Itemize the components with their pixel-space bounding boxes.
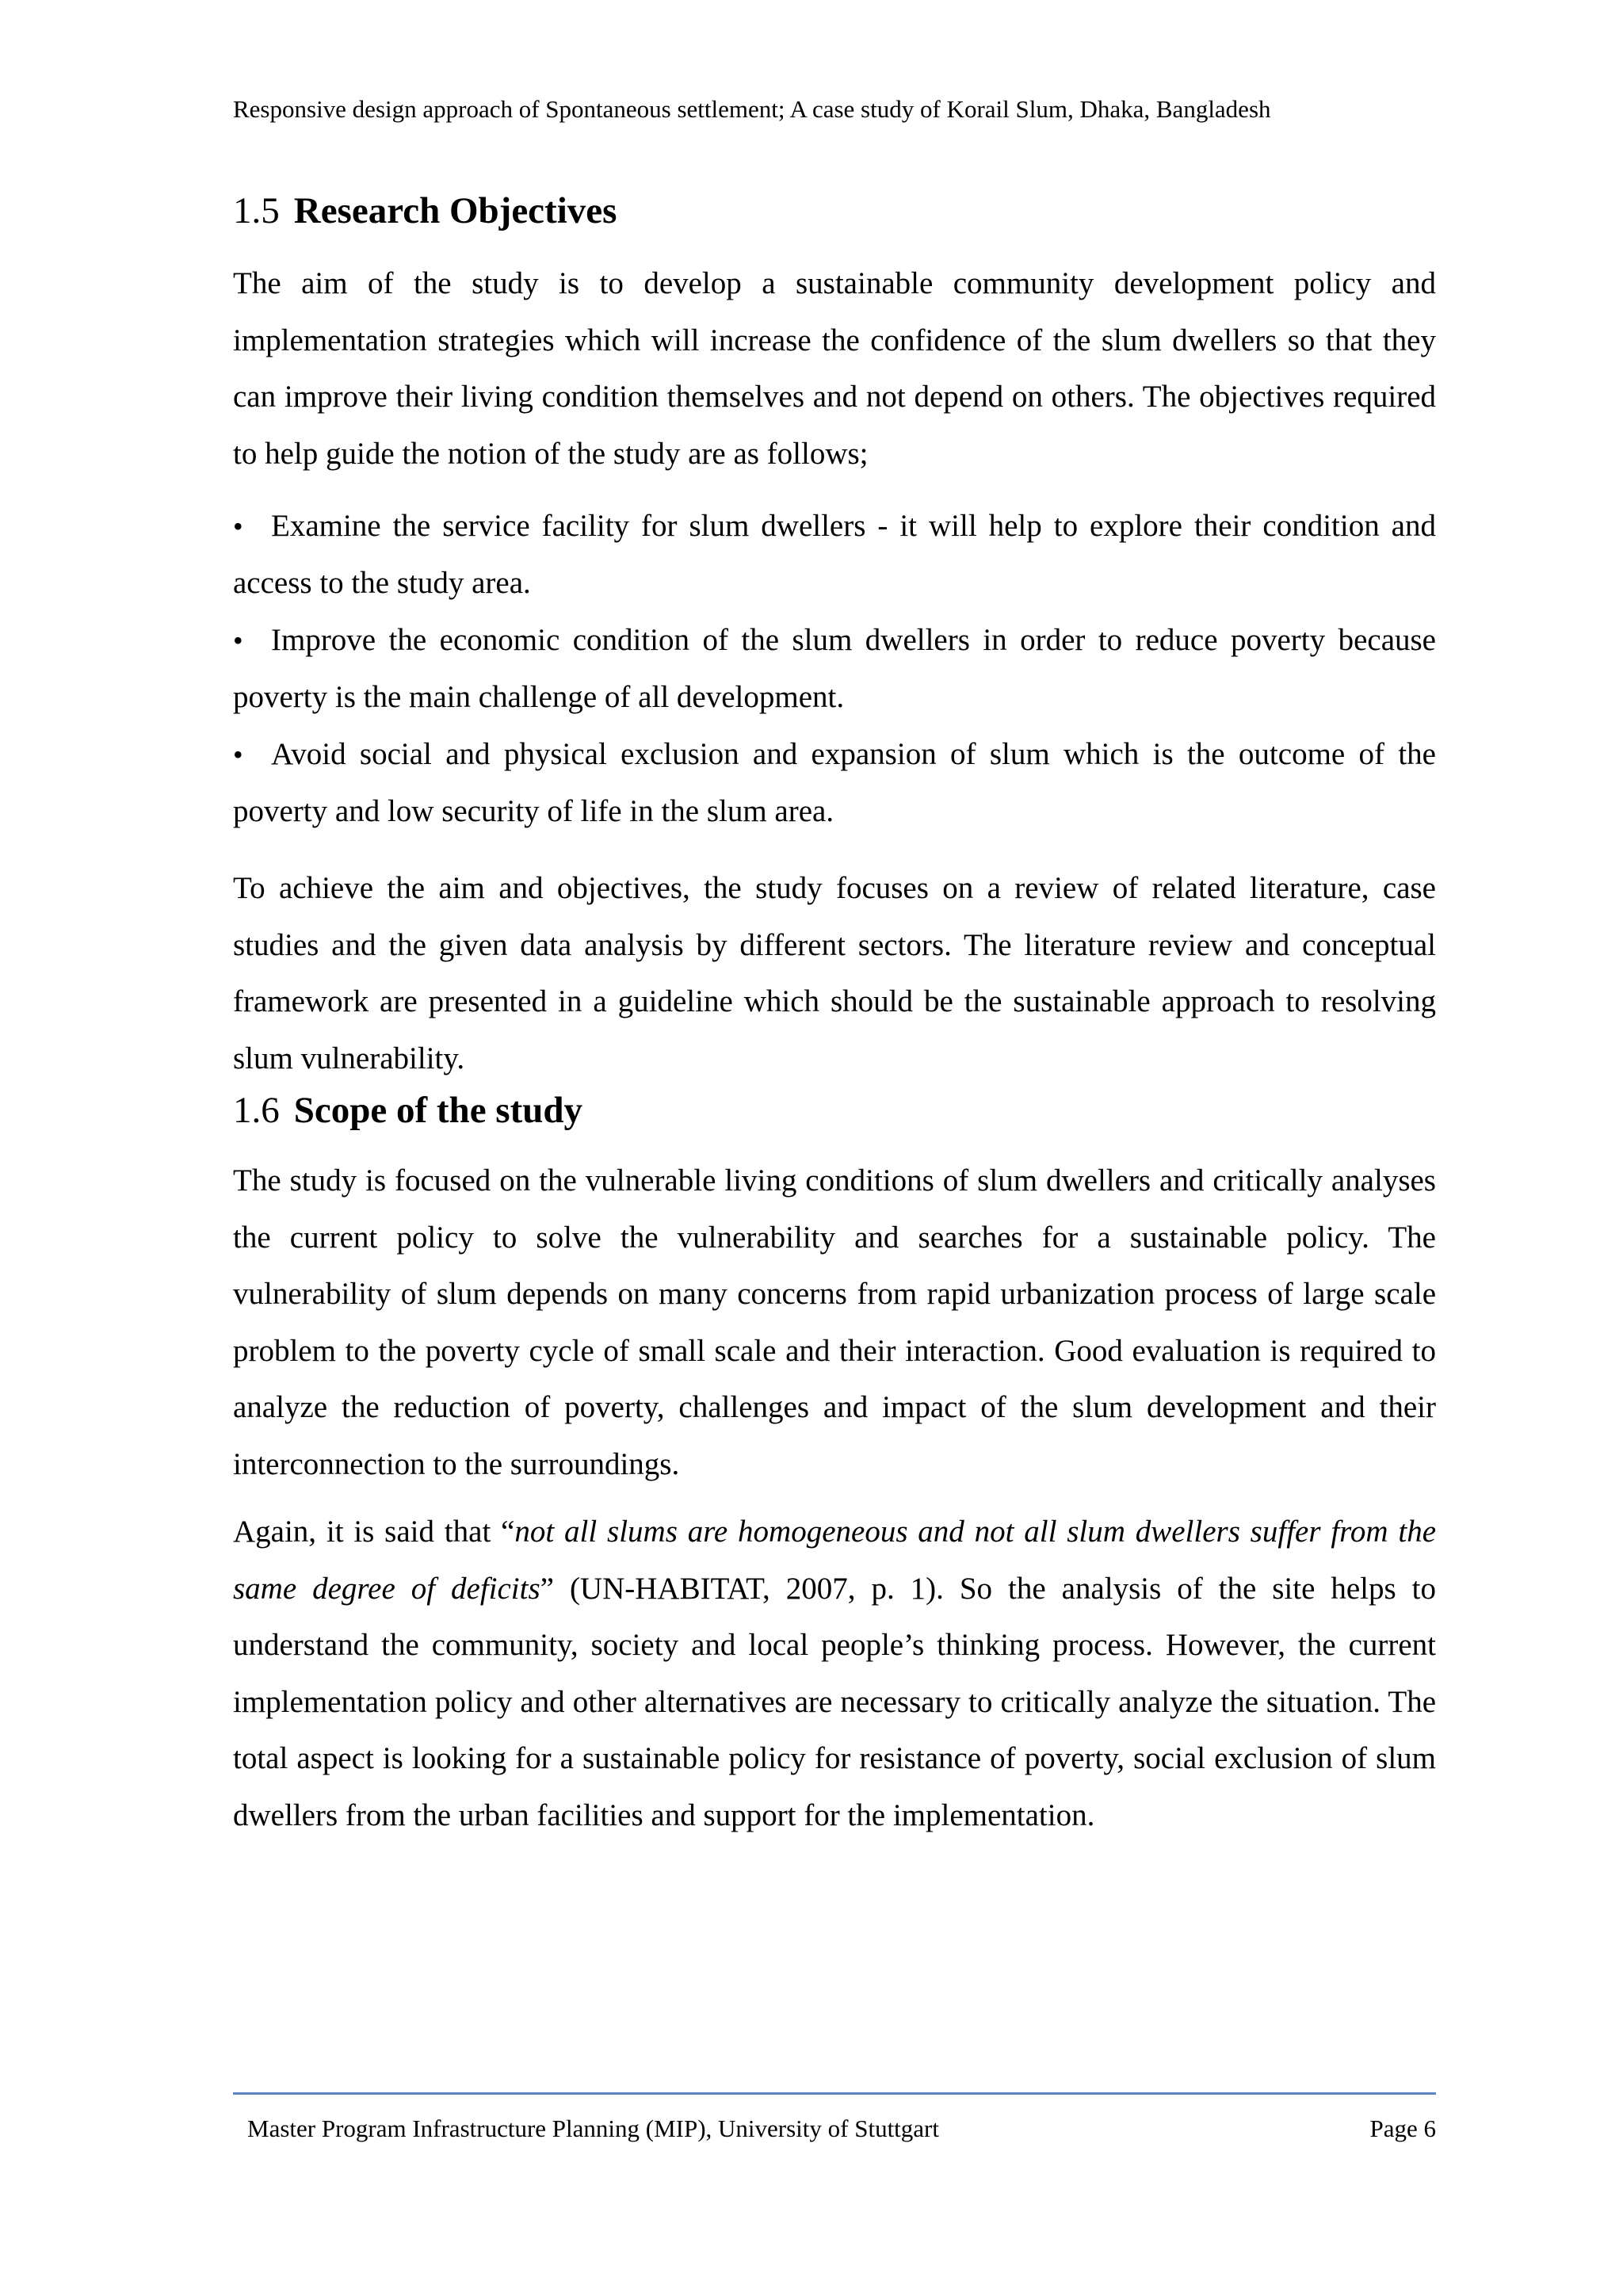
scope-paragraph-1: The study is focused on the vulnerable living conditions of slum dwellers and critically analyses the current policy to solve the vulnerability and searches for a sustainable policy. The vulnerability of slum depends on many concerns from rapid urbanization process of large scale problem to the poverty cycle of small scale and their interaction. Good evaluation is required to analyze the reduction of poverty, challenges and impact of the slum development and their interconnection to the surroundings. xyxy=(233,1163,1436,1481)
un-habitat-quote: not all slums are homogeneous and not all slum dwellers suffer from the same degree of deficits xyxy=(233,1515,1437,1606)
footer-divider xyxy=(233,2092,1436,2095)
page-body xyxy=(233,187,1436,1843)
section-title: Research Objectives xyxy=(293,190,617,231)
section-title: Scope of the study xyxy=(293,1090,583,1131)
section-heading-scope xyxy=(233,1087,1436,1134)
scope-paragraph-2-lead: Again, it is said that “ xyxy=(233,1515,515,1549)
objectives-closing-paragraph: To achieve the aim and objectives, the study focuses on a review of related literature, case studies and the given data analysis by different sectors. The literature review and conceptual framework are presented in a guideline which should be the sustainable approach to resolving slum vulnerability. xyxy=(233,871,1436,1075)
objectives-list xyxy=(233,498,1436,840)
list-item-text: Improve the economic condition of the slum dwellers in order to reduce poverty because poverty is the main challenge of all development. xyxy=(233,623,1436,714)
section-number: 1.6 xyxy=(233,1090,280,1131)
bullet-icon: • xyxy=(233,739,243,770)
section-heading-research-objectives xyxy=(233,187,1436,235)
objectives-intro-paragraph: The aim of the study is to develop a sustainable community development policy and implementation strategies which will increase the confidence of the slum dwellers so that they can improve their living condition themselves and not depend on others. The objectives required to help guide the notion of the study are as follows; xyxy=(233,266,1436,471)
list-item-text: Avoid social and physical exclusion and expansion of slum which is the outcome of the poverty and low security of life in the slum area. xyxy=(233,737,1436,828)
bullet-icon: • xyxy=(233,625,243,656)
running-header: Responsive design approach of Spontaneous settlement; A case study of Korail Slum, Dhaka, Bangladesh xyxy=(233,95,1271,123)
scope-paragraph-2-rest: ” (UN-HABITAT, 2007, p. 1). So the analysis of the site helps to understand the community, society and local people’s thinking process. However, the current implementation policy and other alternatives are necessary to critically analyze the situation. The total aspect is looking for a sustainable policy for resistance of poverty, social exclusion of slum dwellers from the urban facilities and support for the implementation. xyxy=(233,1571,1436,1832)
list-item xyxy=(233,726,1436,840)
scope-paragraph-2 xyxy=(233,1503,1436,1843)
footer-institution: Master Program Infrastructure Planning (MIP), University of Stuttgart xyxy=(247,2115,939,2142)
list-item-text: Examine the service facility for slum dwellers - it will help to explore their condition and access to the study area. xyxy=(233,509,1436,600)
list-item xyxy=(233,498,1436,612)
list-item xyxy=(233,612,1436,726)
page-number: Page 6 xyxy=(1369,2115,1436,2142)
bullet-icon: • xyxy=(233,510,243,542)
section-number: 1.5 xyxy=(233,190,280,231)
